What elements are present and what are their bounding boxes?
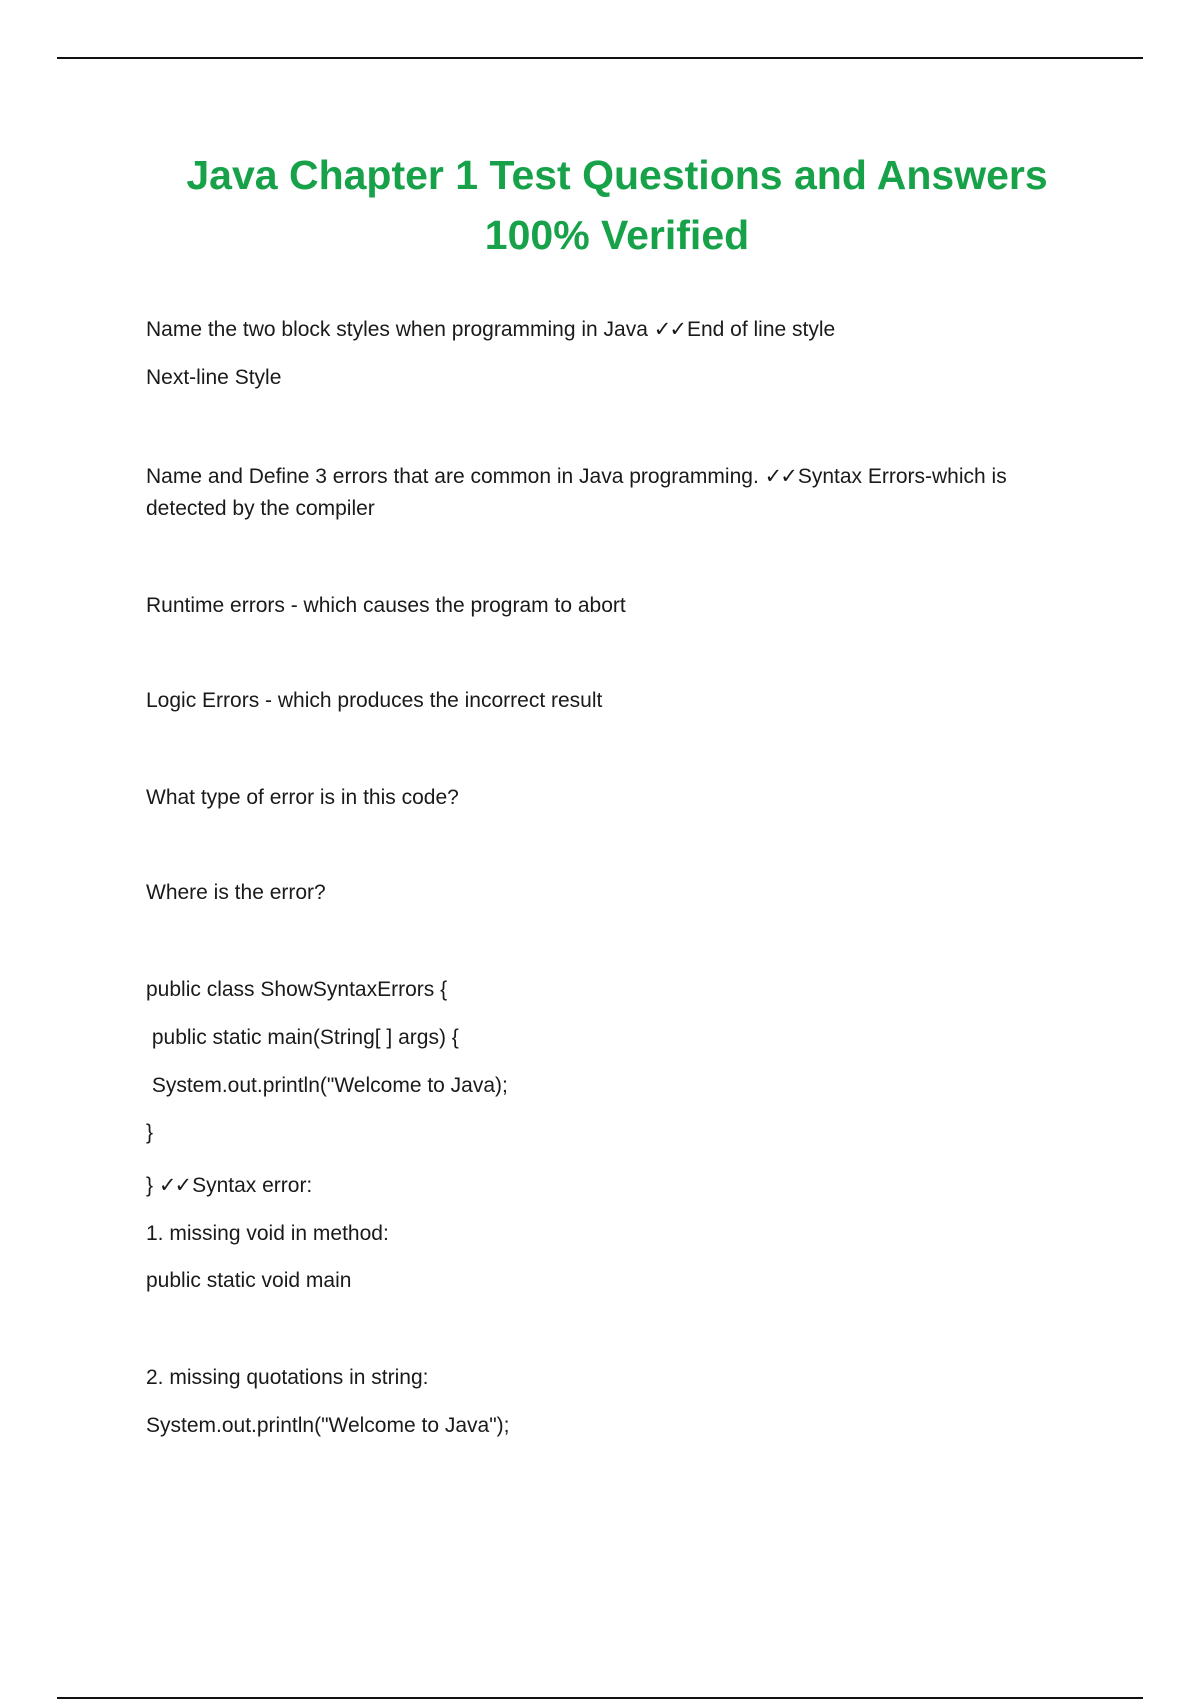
check-mark-icon: ✓✓: [653, 317, 685, 341]
q2-question-line: [146, 460, 1066, 525]
q1-question: Name the two block styles when programming in Java: [146, 318, 654, 341]
q3-code-line-5-text: }: [146, 1174, 159, 1197]
q1-answer-line-2: Next-line Style: [146, 366, 282, 389]
q3-question-line-1: What type of error is in this code?: [146, 786, 459, 809]
bottom-rule: [57, 1697, 1143, 1699]
title-line-2: 100% Verified: [484, 212, 750, 258]
q3-fix-1-code: public static void main: [146, 1269, 352, 1292]
q3-code-line-2: public static main(String[ ] args) {: [146, 1026, 459, 1049]
q3-question-line-2: Where is the error?: [146, 881, 326, 904]
page-title: [100, 145, 1134, 265]
title-line-1: Java Chapter 1 Test Questions and Answers: [186, 152, 1048, 198]
q3-code-line-3: System.out.println("Welcome to Java);: [146, 1074, 508, 1097]
q3-code-line-4: }: [146, 1121, 154, 1144]
q3-fix-1-label: 1. missing void in method:: [146, 1222, 389, 1245]
q3-code-line-5: [146, 1169, 1066, 1202]
check-mark-icon: ✓✓: [764, 464, 796, 488]
q2-question: Name and Define 3 errors that are common in Java programming.: [146, 465, 765, 488]
top-rule: [57, 57, 1143, 59]
q3-answer: Syntax error:: [192, 1174, 313, 1197]
q1-answer: End of line style: [686, 318, 836, 341]
q1-question-line: [146, 313, 1066, 346]
q2-logic-errors: Logic Errors - which produces the incorrect result: [146, 689, 603, 712]
q3-fix-2-code: System.out.println("Welcome to Java");: [146, 1414, 510, 1437]
check-mark-icon: ✓✓: [158, 1173, 191, 1197]
q2-runtime-errors: Runtime errors - which causes the program to abort: [146, 594, 626, 617]
q3-fix-2-label: 2. missing quotations in string:: [146, 1366, 429, 1389]
q2-answer: Syntax Errors-which is detected by the compiler: [146, 465, 1007, 520]
q3-code-line-1: public class ShowSyntaxErrors {: [146, 978, 448, 1001]
